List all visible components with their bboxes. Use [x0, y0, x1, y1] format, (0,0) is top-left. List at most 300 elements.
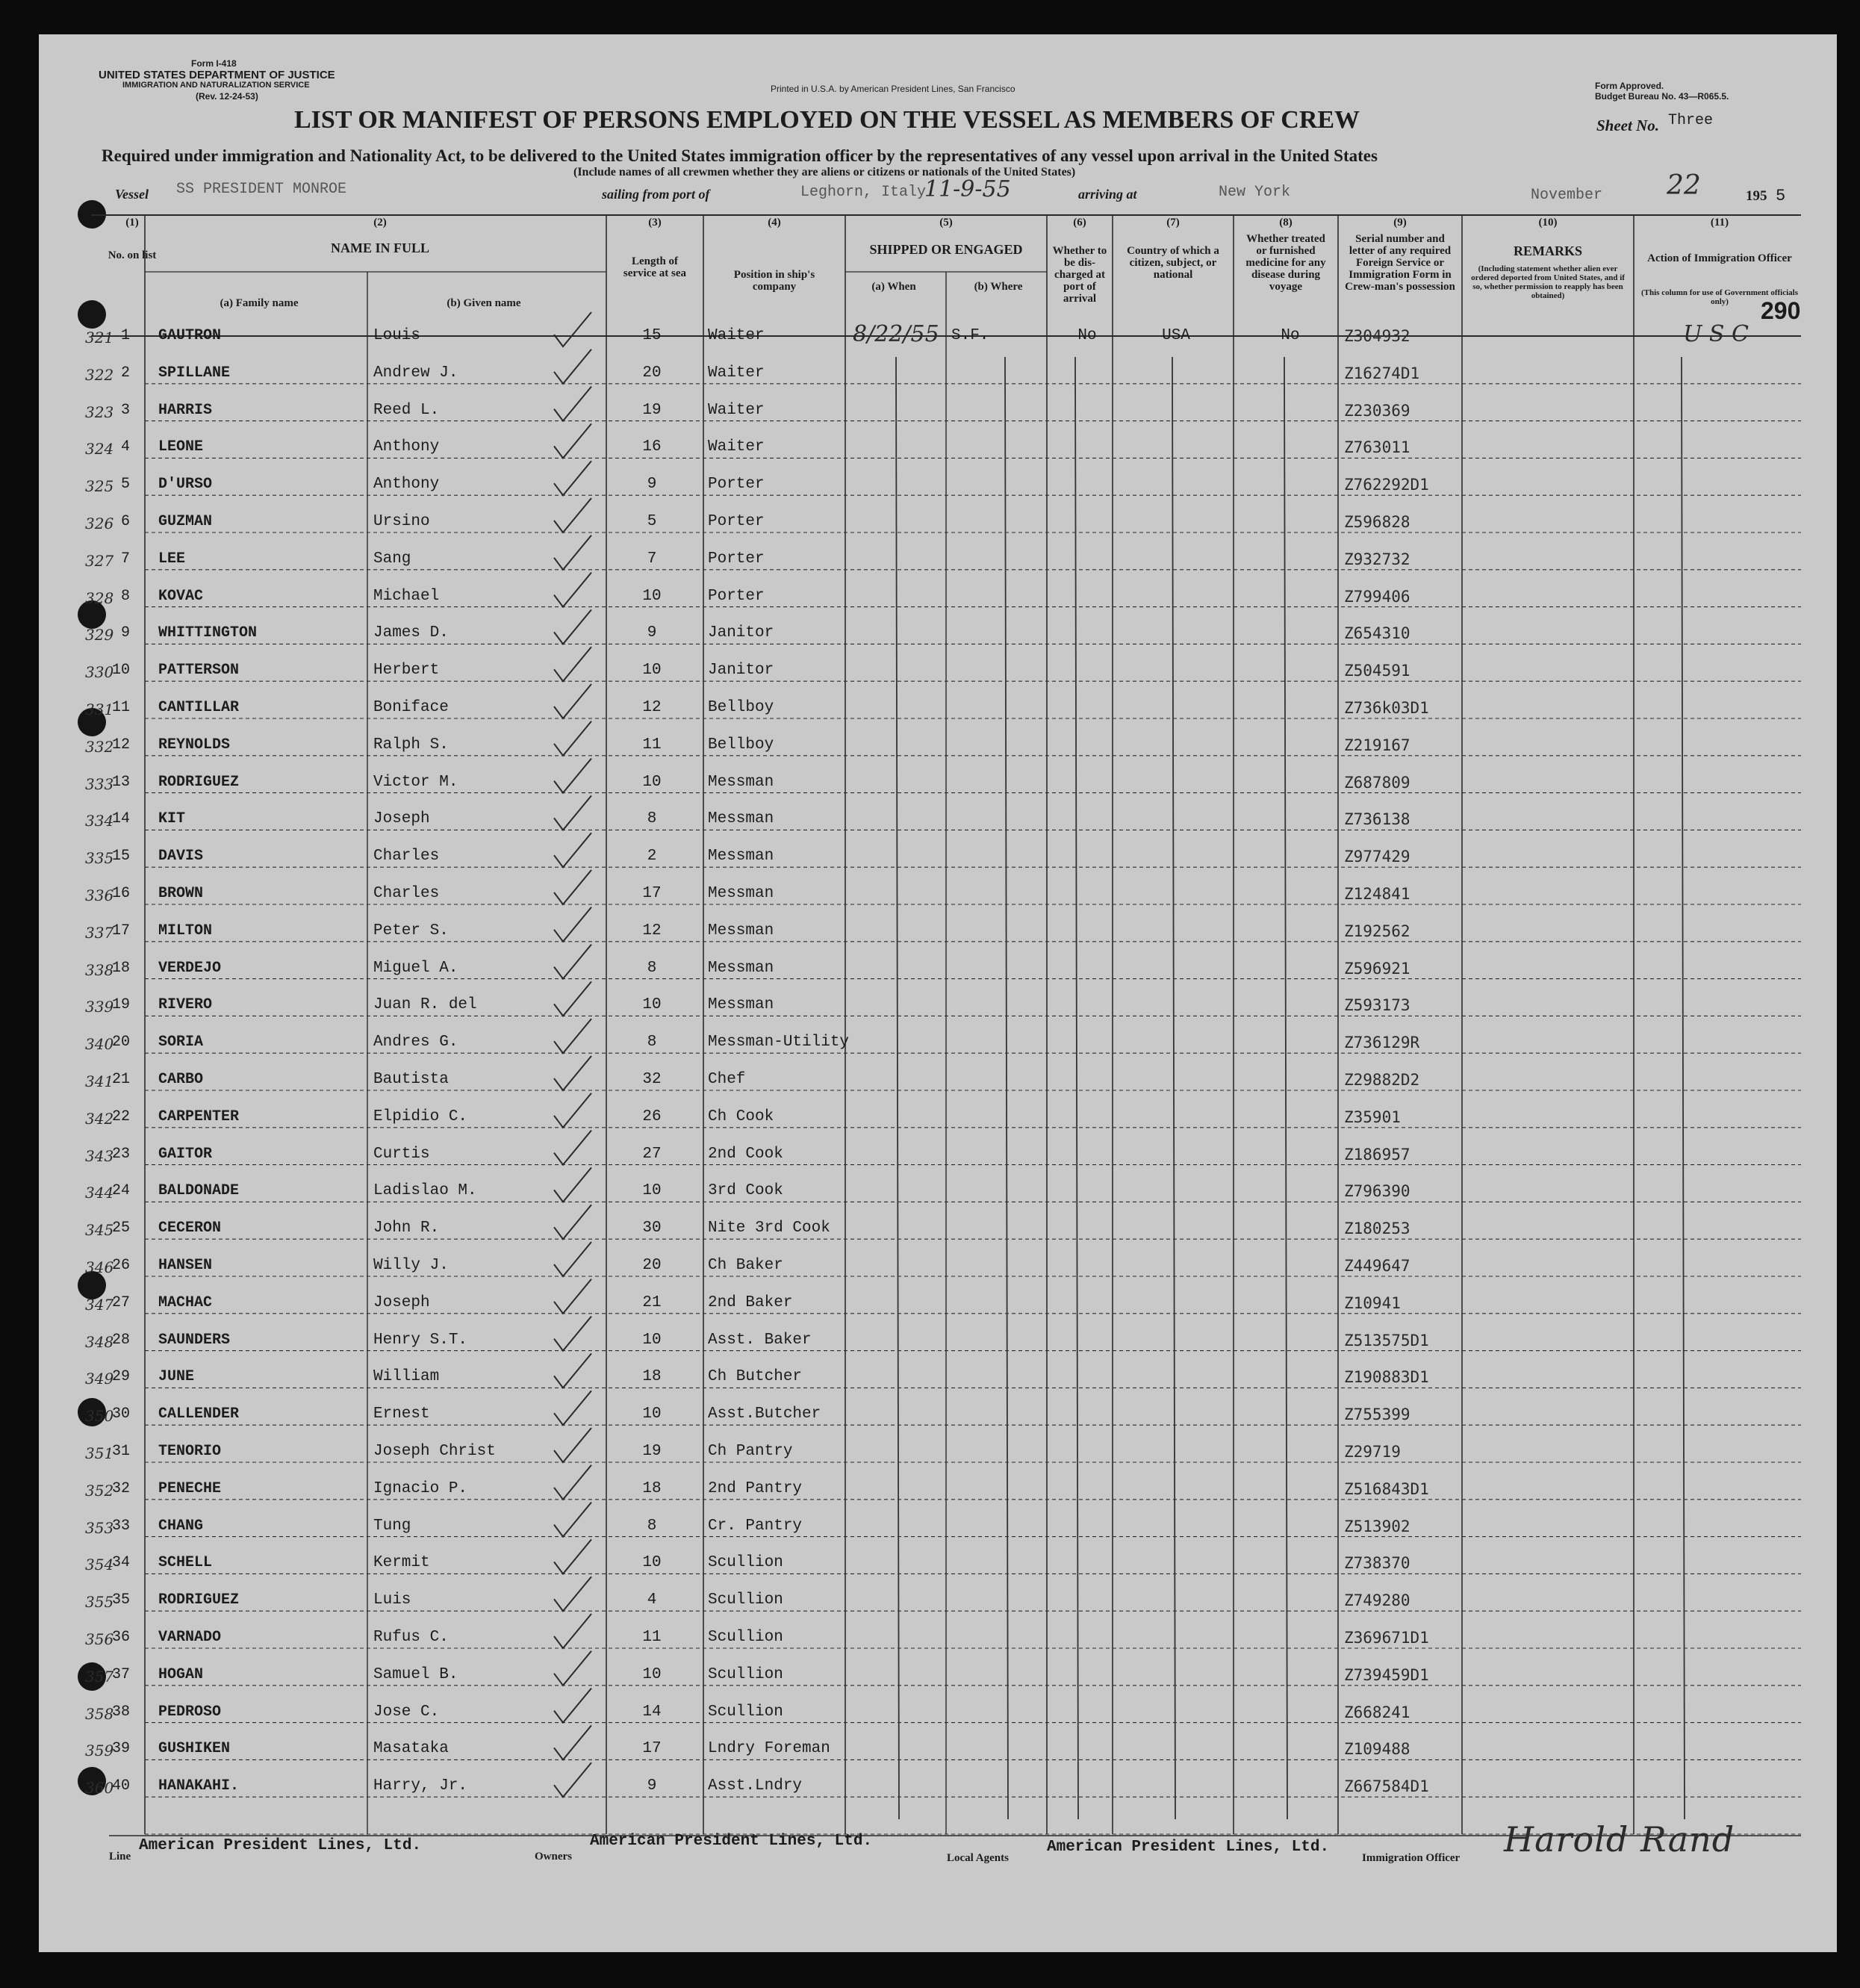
cell-family: SCHELL [158, 1554, 213, 1572]
cell-given: James D. [373, 624, 449, 642]
cell-given: Bautista [373, 1071, 449, 1088]
cell-seq: 329 [85, 626, 114, 644]
cell-no: 26 [111, 1257, 130, 1274]
cell-family: TENORIO [158, 1443, 222, 1460]
cell-position: Scullion [708, 1591, 783, 1609]
cell-serial: Z10941 [1344, 1293, 1401, 1312]
cell-service: 10 [642, 773, 662, 791]
ditto-line [1682, 357, 1685, 1819]
cell-seq: 328 [85, 588, 114, 607]
cell-serial: Z219167 [1344, 736, 1410, 754]
cell-position: Porter [708, 476, 765, 494]
cell-service: 8 [647, 1034, 657, 1052]
cell-given: Willy J. [373, 1257, 449, 1274]
cell-service: 11 [642, 1629, 662, 1646]
cell-family: RIVERO [158, 996, 213, 1014]
cell-no: 12 [111, 736, 130, 754]
cell-position: Messman [708, 773, 774, 791]
cell-given: Michael [373, 587, 440, 605]
col8-number: (8) [1279, 217, 1293, 229]
cell-service: 10 [642, 1665, 662, 1683]
cell-seq: 357 [85, 1667, 114, 1686]
owners-value: American President Lines, Ltd. [590, 1833, 873, 1850]
cell-position: Asst.Lndry [708, 1777, 803, 1795]
cell-no: 11 [111, 699, 130, 716]
sailing-date: 11-9-55 [924, 176, 1011, 202]
cell-seq: 333 [85, 774, 114, 793]
cell-serial: Z124841 [1344, 885, 1410, 903]
cell-given: Andrew J. [373, 364, 458, 382]
cell-service: 17 [642, 885, 662, 902]
check-mark-icon [554, 1465, 591, 1500]
check-mark-icon [554, 1205, 591, 1239]
cell-given: Peter S. [373, 922, 449, 939]
form-number: Form I-418 [191, 58, 237, 69]
cell-serial: Z596828 [1344, 513, 1410, 531]
cell-service: 7 [647, 550, 657, 568]
cell-no: 7 [120, 550, 130, 568]
cell-serial: Z687809 [1344, 773, 1410, 792]
cell-family: PEDROSO [158, 1703, 222, 1721]
cell-no: 25 [111, 1220, 130, 1237]
cell-service: 4 [647, 1591, 657, 1609]
cell-position: Waiter [708, 438, 765, 456]
cell-given: Ernest [373, 1405, 430, 1423]
cell-seq: 325 [85, 477, 114, 496]
cell-serial: Z513575D1 [1344, 1331, 1429, 1349]
cell-seq: 331 [85, 701, 114, 718]
cell-serial: Z755399 [1344, 1405, 1410, 1424]
col1-header: No. on list [108, 249, 157, 261]
check-mark-icon [554, 1689, 591, 1723]
cell-family: CARBO [158, 1071, 204, 1088]
cell-family: BROWN [158, 885, 204, 902]
ditto-line [1005, 357, 1008, 1819]
cell-service: 9 [647, 624, 657, 642]
subtitle: Required under immigration and Nationality Act, to be delivered to the United States immigration officer by the representatives of any vessel upon arrival in the United States [102, 146, 1378, 165]
cell-service: 14 [642, 1703, 662, 1721]
cell-position: Ch Pantry [708, 1443, 793, 1460]
cell-given: Joseph Christ [373, 1443, 496, 1460]
cell-seq: 321 [85, 329, 114, 347]
col7-number: (7) [1166, 217, 1180, 229]
check-mark-icon [554, 1762, 591, 1797]
cell-family: HARRIS [158, 401, 213, 419]
cell-family: GAUTRON [158, 327, 222, 344]
cell-no: 15 [111, 848, 130, 866]
cell-given: Reed L. [373, 401, 440, 419]
cell-service: 10 [642, 1554, 662, 1572]
cell-position: Lndry Foreman [708, 1740, 830, 1758]
col11-note: (This column for use of Government officials only) [1641, 288, 1799, 306]
printed-note: Printed in U.S.A. by American President Lines, San Francisco [771, 84, 1015, 94]
cell-no: 16 [111, 885, 130, 902]
cell-family: WHITTINGTON [158, 624, 258, 642]
cell-no: 28 [111, 1331, 130, 1349]
cell-service: 10 [642, 996, 662, 1014]
cell-serial: Z667584D1 [1344, 1777, 1429, 1796]
cell-service: 10 [642, 587, 662, 605]
cell-serial: Z736138 [1344, 810, 1410, 829]
agents-value: American President Lines, Ltd. [1047, 1839, 1330, 1856]
cell-no: 40 [111, 1777, 130, 1795]
cell-service: 5 [647, 513, 657, 530]
check-mark-icon [554, 312, 591, 347]
cell-serial: Z596921 [1344, 959, 1410, 978]
cell-given: William [373, 1368, 440, 1386]
cell-seq: 360 [85, 1779, 114, 1798]
col3-header: Length of service at sea [623, 255, 687, 279]
cell-seq: 338 [85, 960, 114, 979]
cell-position: Nite 3rd Cook [708, 1220, 830, 1237]
page-number: 290 [1761, 297, 1801, 324]
service-name: IMMIGRATION AND NATURALIZATION SERVICE [122, 81, 310, 90]
cell-service: 21 [642, 1293, 662, 1311]
cell-service: 32 [642, 1071, 662, 1088]
page-title: LIST OR MANIFEST OF PERSONS EMPLOYED ON THE VESSEL AS MEMBERS OF CREW [294, 106, 1360, 134]
cell-family: HOGAN [158, 1665, 204, 1683]
cell-seq: 324 [85, 440, 114, 459]
cell-service: 19 [642, 1443, 662, 1460]
cell-no: 1 [120, 327, 130, 344]
check-mark-icon [554, 1019, 591, 1053]
cell-family: GAITOR [158, 1145, 213, 1163]
cell-position: Messman [708, 848, 774, 866]
department: UNITED STATES DEPARTMENT OF JUSTICE [99, 69, 335, 81]
cell-no: 18 [111, 959, 130, 977]
cell-given: Andres G. [373, 1034, 458, 1052]
cell-position: Porter [708, 587, 765, 605]
cell-service: 27 [642, 1145, 662, 1163]
cell-action: U S C [1683, 321, 1749, 347]
cell-seq: 351 [85, 1444, 114, 1462]
cell-service: 12 [642, 699, 662, 716]
officer-signature: Harold Rand [1504, 1819, 1735, 1860]
cell-serial: Z668241 [1344, 1703, 1410, 1721]
check-mark-icon [554, 535, 591, 570]
arrive-month: November [1531, 187, 1603, 204]
cell-service: 9 [647, 476, 657, 494]
cell-given: Joseph [373, 1293, 430, 1311]
cell-no: 22 [111, 1108, 130, 1125]
ditto-line [1075, 357, 1078, 1819]
cell-seq: 327 [85, 551, 114, 570]
cell-position: Porter [708, 550, 765, 568]
check-mark-icon [554, 1353, 591, 1388]
cell-family: BALDONADE [158, 1182, 240, 1200]
cell-seq: 352 [85, 1481, 114, 1500]
cell-serial: Z449647 [1344, 1257, 1410, 1275]
cell-serial: Z16274D1 [1344, 364, 1420, 382]
check-mark-icon [554, 795, 591, 830]
cell-family: PATTERSON [158, 662, 240, 680]
col2b-header: (b) Given name [447, 297, 521, 309]
cell-no: 30 [111, 1405, 130, 1423]
check-mark-icon [554, 684, 591, 718]
cell-service: 16 [642, 438, 662, 456]
cell-given: Boniface [373, 699, 449, 716]
form-revision: (Rev. 12-24-53) [196, 91, 258, 102]
cell-service: 19 [642, 401, 662, 419]
cell-given: Ralph S. [373, 736, 449, 754]
cell-serial: Z739459D1 [1344, 1665, 1429, 1684]
col7-header: Country of which a citizen, subject, or national [1127, 245, 1219, 281]
check-mark-icon [554, 1093, 591, 1128]
cell-serial: Z190883D1 [1344, 1368, 1429, 1387]
check-mark-icon [554, 1539, 591, 1574]
cell-seq: 339 [85, 998, 114, 1016]
cell-seq: 350 [85, 1407, 114, 1426]
cell-seq: 346 [85, 1258, 114, 1276]
check-mark-icon [554, 461, 591, 495]
check-mark-icon [554, 1391, 591, 1425]
col2-number: (2) [373, 217, 387, 229]
cell-position: Porter [708, 513, 765, 530]
cell-position: Ch Butcher [708, 1368, 803, 1386]
cell-family: CALLENDER [158, 1405, 240, 1423]
cell-family: CECERON [158, 1220, 222, 1237]
cell-family: PENECHE [158, 1479, 222, 1497]
cell-position: 2nd Pantry [708, 1479, 803, 1497]
budget-bureau: Budget Bureau No. 43—R065.5. [1595, 91, 1729, 102]
cell-serial: Z736129R [1344, 1034, 1420, 1052]
cell-no: 14 [111, 810, 130, 828]
cell-family: KOVAC [158, 587, 204, 605]
cell-service: 30 [642, 1220, 662, 1237]
cell-seq: 322 [85, 365, 114, 384]
cell-serial: Z738370 [1344, 1554, 1410, 1573]
cell-service: 12 [642, 922, 662, 939]
sheet-label: Sheet No. [1596, 117, 1659, 134]
cell-no: 19 [111, 996, 130, 1014]
cell-position: Cr. Pantry [708, 1517, 803, 1535]
line-value: American President Lines, Ltd. [139, 1837, 422, 1854]
cell-no: 35 [111, 1591, 130, 1609]
cell-no: 17 [111, 922, 130, 939]
ditto-line [896, 357, 899, 1819]
cell-seq: 344 [85, 1184, 114, 1202]
line-label: Line [109, 1851, 131, 1863]
cell-position: Messman [708, 996, 774, 1014]
check-mark-icon [554, 981, 591, 1016]
cell-seq: 345 [85, 1221, 114, 1240]
cell-position: Messman [708, 922, 774, 939]
cell-discharge: No [1077, 327, 1097, 344]
col2-header: NAME IN FULL [330, 240, 429, 255]
cell-seq: 326 [85, 515, 114, 532]
check-mark-icon [554, 387, 591, 421]
check-mark-icon [554, 1317, 591, 1351]
cell-service: 10 [642, 1405, 662, 1423]
cell-given: Herbert [373, 662, 440, 680]
cell-family: SAUNDERS [158, 1331, 231, 1349]
check-mark-icon [554, 721, 591, 756]
cell-position: Messman [708, 885, 774, 902]
cell-serial: Z799406 [1344, 587, 1410, 606]
cell-serial: Z35901 [1344, 1108, 1401, 1126]
check-mark-icon [554, 833, 591, 867]
cell-given: Samuel B. [373, 1665, 458, 1683]
check-mark-icon [554, 609, 591, 644]
col5b-header: (b) Where [974, 281, 1023, 293]
cell-given: John R. [373, 1220, 440, 1237]
cell-position: Asst. Baker [708, 1331, 812, 1349]
cell-position: Scullion [708, 1703, 783, 1721]
cell-position: Ch Baker [708, 1257, 783, 1274]
cell-no: 33 [111, 1517, 130, 1535]
cell-seq: 332 [85, 737, 114, 756]
cell-seq: 348 [85, 1332, 114, 1351]
year-prefix: 195 [1746, 188, 1767, 204]
check-mark-icon [554, 1242, 591, 1276]
cell-position: Bellboy [708, 736, 774, 754]
cell-serial: Z593173 [1344, 996, 1410, 1015]
cell-seq: 323 [85, 403, 114, 421]
cell-given: Curtis [373, 1145, 430, 1163]
check-mark-icon [554, 1725, 591, 1759]
check-mark-icon [554, 1131, 591, 1165]
cell-service: 2 [647, 848, 657, 866]
col10-header: REMARKS [1513, 243, 1582, 258]
ditto-line [1284, 357, 1287, 1819]
cell-serial: Z230369 [1344, 401, 1410, 420]
cell-serial: Z749280 [1344, 1591, 1410, 1610]
cell-no: 36 [111, 1629, 130, 1646]
cell-family: HANAKAHI. [158, 1777, 240, 1795]
cell-serial: Z763011 [1344, 438, 1410, 457]
cell-treated: No [1281, 327, 1300, 344]
col10-note: (Including statement whether alien ever ordered deported from United States, and if so, whether permission to reapply has been obtained) [1471, 264, 1625, 300]
cell-serial: Z504591 [1344, 662, 1410, 680]
cell-serial: Z796390 [1344, 1182, 1410, 1201]
cell-position: Chef [708, 1071, 746, 1088]
vessel-label: Vessel [115, 187, 149, 202]
cell-serial: Z762292D1 [1344, 476, 1429, 494]
cell-serial: Z29882D2 [1344, 1071, 1420, 1089]
cell-no: 20 [111, 1034, 130, 1052]
cell-position: Janitor [708, 624, 774, 642]
cell-family: D'URSO [158, 476, 213, 494]
check-mark-icon [554, 1577, 591, 1611]
cell-given: Louis [373, 327, 421, 344]
check-mark-icon [554, 1651, 591, 1686]
cell-position: 2nd Baker [708, 1293, 793, 1311]
cell-family: RODRIGUEZ [158, 1591, 240, 1609]
col2a-header: (a) Family name [220, 297, 299, 309]
cell-no: 3 [120, 401, 130, 419]
cell-seq: 336 [85, 886, 114, 904]
col4-number: (4) [768, 217, 781, 229]
cell-given: Luis [373, 1591, 411, 1609]
cell-family: SPILLANE [158, 364, 231, 382]
check-mark-icon [554, 870, 591, 904]
cell-given: Ladislao M. [373, 1182, 477, 1200]
check-mark-icon [554, 1167, 591, 1202]
cell-service: 26 [642, 1108, 662, 1125]
check-mark-icon [554, 573, 591, 607]
cell-no: 5 [120, 476, 130, 494]
cell-no: 39 [111, 1740, 130, 1758]
sheet-number: Three [1668, 112, 1714, 129]
cell-family: HANSEN [158, 1257, 213, 1274]
cell-service: 10 [642, 1331, 662, 1349]
cell-when: 8/22/55 [853, 321, 939, 347]
cell-position: Bellboy [708, 699, 774, 716]
check-mark-icon [554, 423, 591, 458]
cell-family: REYNOLDS [158, 736, 231, 754]
cell-family: LEE [158, 550, 186, 568]
cell-no: 6 [120, 513, 130, 530]
cell-given: Juan R. del [373, 996, 477, 1014]
cell-position: Waiter [708, 364, 765, 382]
cell-service: 11 [642, 736, 662, 754]
cell-service: 8 [647, 1517, 657, 1535]
cell-service: 8 [647, 810, 657, 828]
cell-serial: Z932732 [1344, 550, 1410, 568]
subtitle-note: (Include names of all crewmen whether they are aliens or citizens or nationals of the United States) [573, 166, 1076, 178]
cell-position: Waiter [708, 401, 765, 419]
col9-number: (9) [1393, 217, 1407, 229]
check-mark-icon [554, 498, 591, 532]
cell-serial: Z369671D1 [1344, 1629, 1429, 1647]
cell-no: 9 [120, 624, 130, 642]
cell-given: Anthony [373, 476, 440, 494]
cell-given: Miguel A. [373, 959, 458, 977]
cell-serial: Z180253 [1344, 1220, 1410, 1238]
cell-given: Victor M. [373, 773, 458, 791]
sailing-port: Leghorn, Italy [800, 184, 927, 201]
arriving-port: New York [1219, 184, 1291, 201]
cell-service: 10 [642, 662, 662, 680]
cell-service: 15 [642, 327, 662, 344]
cell-service: 9 [647, 1777, 657, 1795]
cell-no: 2 [120, 364, 130, 382]
check-mark-icon [554, 350, 591, 384]
cell-service: 20 [642, 1257, 662, 1274]
cell-seq: 349 [85, 1370, 114, 1388]
cell-position: Waiter [708, 327, 765, 344]
check-mark-icon [554, 1056, 591, 1090]
cell-no: 29 [111, 1368, 130, 1386]
cell-family: KIT [158, 810, 186, 828]
cell-no: 38 [111, 1703, 130, 1721]
cell-given: Henry S.T. [373, 1331, 468, 1349]
cell-seq: 354 [85, 1556, 114, 1574]
cell-serial: Z513902 [1344, 1517, 1410, 1535]
cell-serial: Z192562 [1344, 922, 1410, 940]
cell-service: 10 [642, 1182, 662, 1200]
col5-number: (5) [939, 217, 953, 229]
cell-seq: 340 [85, 1035, 114, 1054]
cell-serial: Z186957 [1344, 1145, 1410, 1164]
cell-no: 4 [120, 438, 130, 456]
cell-no: 23 [111, 1145, 130, 1163]
col5a-header: (a) When [871, 281, 916, 293]
cell-position: Messman [708, 959, 774, 977]
cell-given: Harry, Jr. [373, 1777, 468, 1795]
arrive-day: 22 [1667, 170, 1701, 201]
cell-seq: 335 [85, 849, 114, 868]
col9-header: Serial number and letter of any required Foreign Service or Immigration Form in Crew-man's possession [1345, 233, 1455, 293]
manifest-sheet [39, 34, 1837, 1952]
cell-serial: Z516843D1 [1344, 1479, 1429, 1498]
cell-family: RODRIGUEZ [158, 773, 240, 791]
cell-no: 8 [120, 587, 130, 605]
cell-seq: 347 [85, 1295, 114, 1314]
cell-given: Tung [373, 1517, 411, 1535]
year-suffix: 5 [1776, 187, 1786, 205]
col10-number: (10) [1538, 217, 1558, 229]
